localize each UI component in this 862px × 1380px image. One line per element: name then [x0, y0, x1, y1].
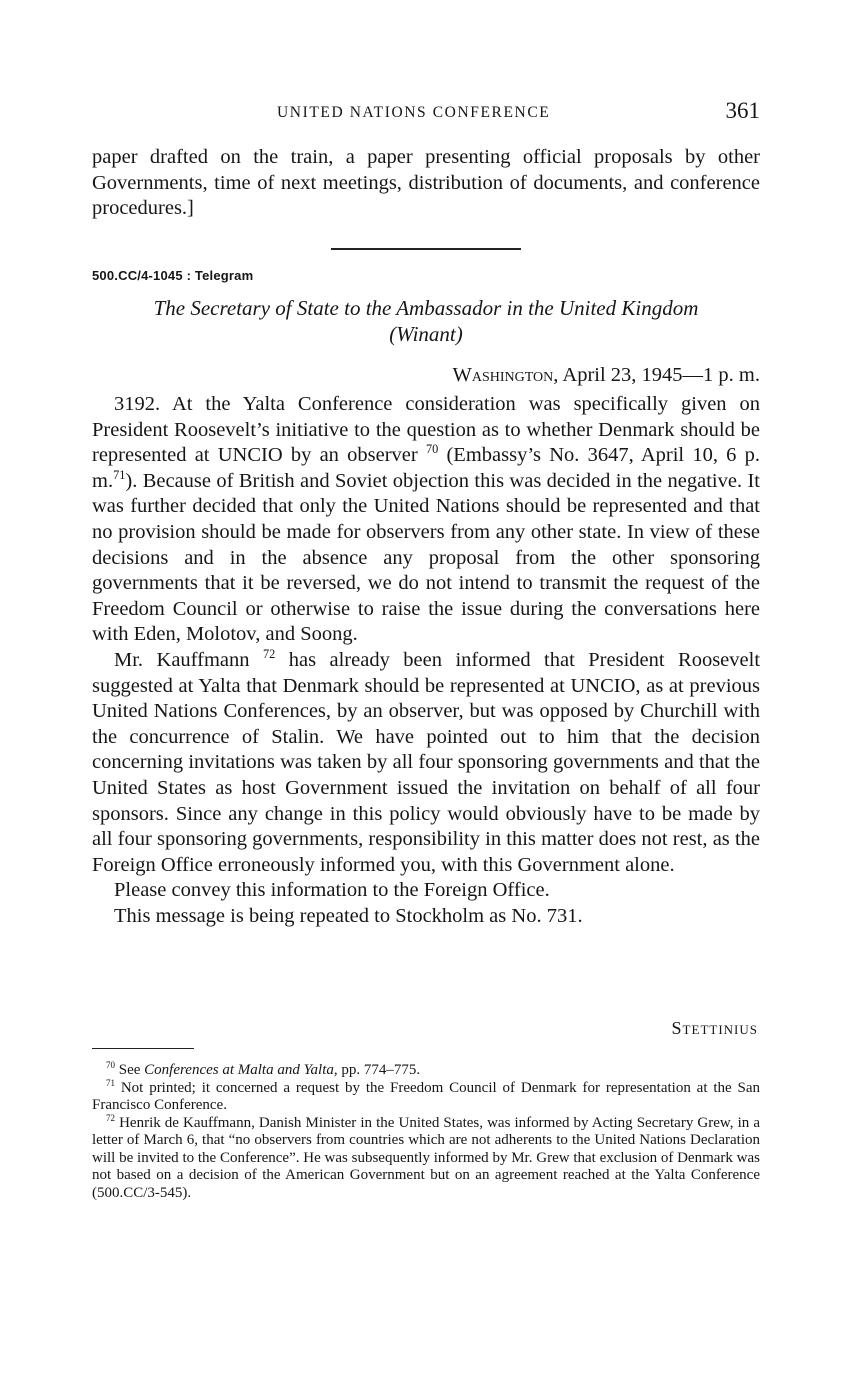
page-number: 361: [725, 98, 760, 123]
paragraph-3: Please convey this information to the Foreign Office.: [114, 879, 550, 902]
document-title: [92, 295, 760, 347]
page-header: [92, 100, 760, 130]
paragraph-2-part-b: has already been informed that President Roosevelt suggested at Yalta that Denmark should be represented at UNCIO, as at previous United Nations Conferences, by an observer, but was opposed by Churchill with the concurrence of Stalin. We have pointed out to him that the decision concerning invitations was taken by all four sponsoring governments and that the United States as host Government issued the invitation on behalf of all four sponsors. Since any change in this policy would obviously have to be made by all four sponsoring governments, responsibility in this matter does not rest, as the Foreign Office erroneously informed you, with this Government alone.: [92, 648, 761, 876]
footnote-72-text: Henrik de Kauffmann, Danish Minister in the United States, was informed by Acting Secretary Grew, in a letter of March 6, that “no observers from countries which are not adherents to the United Nations Declaration will be invited to the Conference”. He was subsequently informed by Mr. Grew that exclusion of Denmark was not based on a decision of the American Government but on an agreement reached at the Yalta Conference (500.CC/3-545).: [92, 1114, 760, 1201]
signature: Stettinius: [671, 1018, 758, 1038]
footnote-71: [92, 1077, 760, 1115]
document-title-line-1: The Secretary of State to the Ambassador in the United Kingdom: [153, 296, 699, 320]
paragraph-1: [92, 392, 760, 648]
dateline-place: Washington: [452, 364, 554, 386]
paragraph-1-part-b: (Embassy’s No. 3647, April 10, 6 p. m.: [92, 444, 761, 492]
footnote-70-mark: 70: [106, 1060, 115, 1070]
telegram-body: [92, 392, 760, 929]
document-title-line-2: (Winant): [389, 322, 463, 346]
footnote-ref-71: 71: [113, 467, 126, 482]
footnote-ref-72: 72: [262, 647, 276, 662]
running-title: UNITED NATIONS CONFERENCE: [277, 104, 551, 121]
document-reference: 500.CC/4-1045 : Telegram: [92, 268, 254, 283]
footnote-70-text-a: See: [115, 1062, 145, 1078]
intro-paragraph: paper drafted on the train, a paper presenting official proposals by other Governments, time of next meetings, distribution of documents, and conference procedures.]: [92, 146, 760, 220]
footnote-divider: [92, 1048, 194, 1049]
footnote-71-text: Not printed; it concerned a request by the Freedom Council of Denmark for representation at the San Francisco Conference.: [92, 1079, 760, 1113]
footnotes: [92, 1062, 760, 1202]
footnote-72: [92, 1112, 760, 1203]
footnote-70-text-b: , pp. 774–775.: [333, 1062, 421, 1078]
paragraph-1-part-a: 3192. At the Yalta Conference consideration was specifically given on President Roosevelt’s initiative to the question as to whether Denmark should be represented at UNCIO by an observer: [92, 393, 760, 467]
section-divider: [331, 248, 521, 250]
footnote-72-mark: 72: [106, 1112, 115, 1123]
footnote-70: [92, 1062, 760, 1080]
footnote-ref-70: 70: [425, 442, 439, 457]
footnote-70-title: Conferences at Malta and Yalta: [144, 1062, 334, 1078]
paragraph-2-part-a: Mr. Kauffmann: [114, 648, 250, 671]
dateline: [453, 364, 760, 387]
paragraph-4: This message is being repeated to Stockholm as No. 731.: [114, 904, 583, 927]
footnote-71-mark: 71: [106, 1077, 115, 1088]
dateline-date: , April 23, 1945—1 p. m.: [553, 364, 760, 386]
paragraph-2: [92, 648, 760, 878]
paragraph-1-part-c: ). Because of British and Soviet objection this was decided in the negative. It was further decided that only the United Nations should be represented and that no provision should be made for observers from any other state. In view of these decisions and in the absence any proposal from the other sponsoring governments that it be reversed, we do not intend to transmit the request of the Freedom Council or otherwise to raise the issue during the conversations here with Eden, Molotov, and Soong.: [92, 469, 760, 646]
